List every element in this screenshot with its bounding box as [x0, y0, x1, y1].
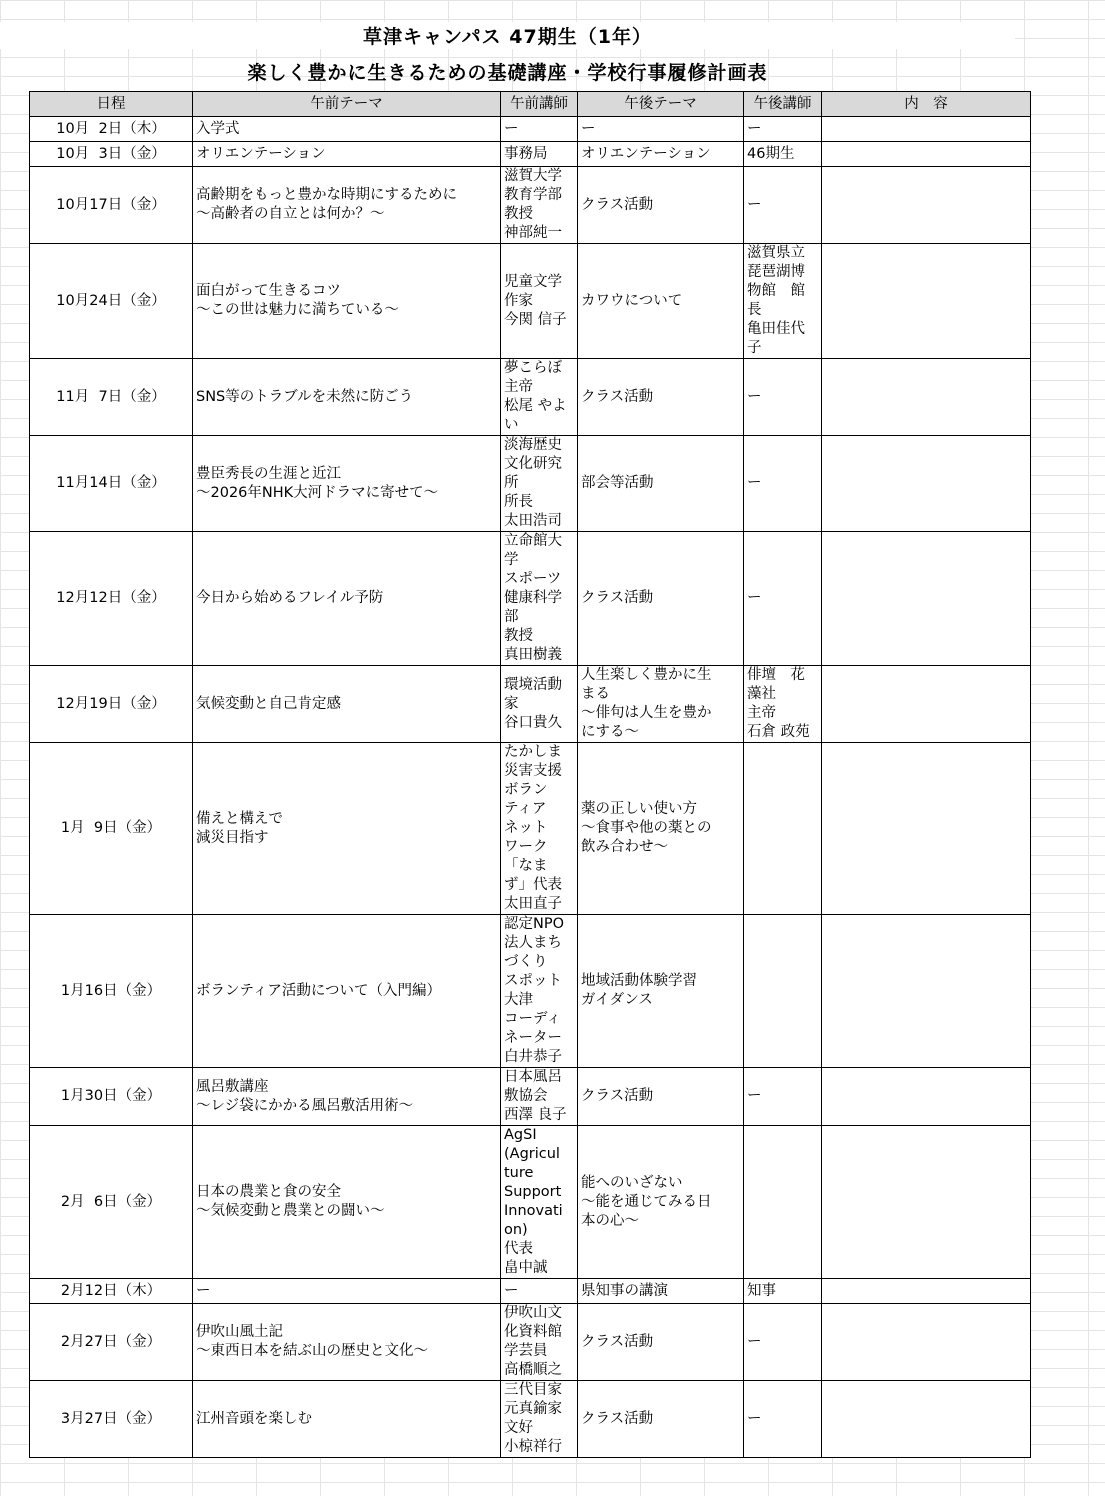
pm-lecturer-cell: ー: [744, 1381, 822, 1458]
date-cell: 1月16日（金）: [30, 915, 193, 1068]
header-date: 日程: [30, 92, 193, 117]
header-am-theme: 午前テーマ: [193, 92, 501, 117]
pm-theme-cell: クラス活動: [578, 532, 744, 666]
date-cell: 11月 7日（金）: [30, 359, 193, 436]
am-theme-cell: SNS等のトラブルを未然に防ごう: [193, 359, 501, 436]
am-theme-cell: オリエンテーション: [193, 142, 501, 167]
pm-lecturer-cell: 滋賀県立 琵琶湖博 物館 館 長 亀田佳代 子: [744, 244, 822, 359]
pm-theme-cell: 薬の正しい使い方 ～食事や他の薬との 飲み合わせ～: [578, 743, 744, 915]
pm-theme-cell: クラス活動: [578, 167, 744, 244]
content-cell: [822, 117, 1031, 142]
am-theme-cell: 備えと構えで 減災目指す: [193, 743, 501, 915]
page-subtitle: 楽しく豊かに生きるための基礎講座・学校行事履修計画表: [247, 62, 768, 84]
pm-lecturer-cell: ー: [744, 1068, 822, 1126]
pm-theme-cell: 部会等活動: [578, 436, 744, 532]
am-lecturer-cell: 三代目家 元真鍮家 文好 小椋祥行: [501, 1381, 578, 1458]
am-lecturer-cell: 滋賀大学 教育学部 教授 神部純一: [501, 167, 578, 244]
pm-lecturer-cell: ー: [744, 167, 822, 244]
am-theme-cell: 豊臣秀長の生涯と近江 ～2026年NHK大河ドラマに寄せて～: [193, 436, 501, 532]
table-row: [30, 1381, 1031, 1458]
pm-lecturer-cell: 知事: [744, 1279, 822, 1304]
am-lecturer-cell: 認定NPO 法人まち づくり スポット 大津 コーディ ネーター 白井恭子: [501, 915, 578, 1068]
page-title: 草津キャンパス 47期生（1年）: [0, 22, 1015, 49]
pm-lecturer-cell: [744, 743, 822, 915]
date-cell: 10月 2日（木）: [30, 117, 193, 142]
am-lecturer-cell: 淡海歴史 文化研究 所 所長 太田浩司: [501, 436, 578, 532]
content-cell: [822, 1304, 1031, 1381]
content-cell: [822, 743, 1031, 915]
table-row: [30, 1304, 1031, 1381]
am-lecturer-cell: 環境活動 家 谷口貴久: [501, 666, 578, 743]
am-theme-cell: 気候変動と自己肯定感: [193, 666, 501, 743]
header-pm-theme: 午後テーマ: [578, 92, 744, 117]
date-cell: 1月 9日（金）: [30, 743, 193, 915]
am-theme-cell: 風呂敷講座 ～レジ袋にかかる風呂敷活用術～: [193, 1068, 501, 1126]
table-row: [30, 666, 1031, 743]
am-theme-cell: 面白がって生きるコツ ～この世は魅力に満ちている～: [193, 244, 501, 359]
am-lecturer-cell: AgSI (Agricul ture Support Innovati on) 代表 畠中誠: [501, 1126, 578, 1279]
am-theme-cell: 今日から始めるフレイル予防: [193, 532, 501, 666]
schedule-table: [29, 91, 1031, 1458]
date-cell: 12月19日（金）: [30, 666, 193, 743]
pm-theme-cell: 人生楽しく豊かに生 まる ～俳句は人生を豊か にする～: [578, 666, 744, 743]
am-lecturer-cell: ー: [501, 1279, 578, 1304]
table-row: [30, 915, 1031, 1068]
table-row: [30, 436, 1031, 532]
pm-lecturer-cell: ー: [744, 359, 822, 436]
am-theme-cell: ボランティア活動について（入門編）: [193, 915, 501, 1068]
pm-lecturer-cell: [744, 915, 822, 1068]
table-row: [30, 1126, 1031, 1279]
table-row: [30, 142, 1031, 167]
am-lecturer-cell: たかしま 災害支援 ボラン ティア ネット ワーク 「なま ず」代表 太田直子: [501, 743, 578, 915]
content-cell: [822, 167, 1031, 244]
pm-lecturer-cell: 46期生: [744, 142, 822, 167]
am-lecturer-cell: ー: [501, 117, 578, 142]
header-row: [30, 92, 1031, 117]
am-lecturer-cell: 児童文学 作家 今関 信子: [501, 244, 578, 359]
table-row: [30, 117, 1031, 142]
table-row: [30, 743, 1031, 915]
date-cell: 1月30日（金）: [30, 1068, 193, 1126]
table-row: [30, 1279, 1031, 1304]
pm-theme-cell: カワウについて: [578, 244, 744, 359]
pm-theme-cell: 地域活動体験学習 ガイダンス: [578, 915, 744, 1068]
am-theme-cell: 江州音頭を楽しむ: [193, 1381, 501, 1458]
table-row: [30, 359, 1031, 436]
content-cell: [822, 142, 1031, 167]
am-theme-cell: 日本の農業と食の安全 ～気候変動と農業との闘い～: [193, 1126, 501, 1279]
content-cell: [822, 436, 1031, 532]
header-am-lecturer: 午前講師: [501, 92, 578, 117]
date-cell: 10月24日（金）: [30, 244, 193, 359]
pm-theme-cell: 県知事の講演: [578, 1279, 744, 1304]
date-cell: 12月12日（金）: [30, 532, 193, 666]
am-lecturer-cell: 夢こらぼ 主帝 松尾 やよ い: [501, 359, 578, 436]
content-cell: [822, 1279, 1031, 1304]
date-cell: 3月27日（金）: [30, 1381, 193, 1458]
am-lecturer-cell: 日本風呂 敷協会 西澤 良子: [501, 1068, 578, 1126]
content-cell: [822, 359, 1031, 436]
pm-theme-cell: クラス活動: [578, 359, 744, 436]
date-cell: 11月14日（金）: [30, 436, 193, 532]
content-cell: [822, 1068, 1031, 1126]
pm-theme-cell: クラス活動: [578, 1304, 744, 1381]
pm-theme-cell: クラス活動: [578, 1381, 744, 1458]
header-pm-lecturer: 午後講師: [744, 92, 822, 117]
header-content: 内 容: [822, 92, 1031, 117]
date-cell: 2月27日（金）: [30, 1304, 193, 1381]
am-lecturer-cell: 立命館大 学 スポーツ 健康科学 部 教授 真田樹義: [501, 532, 578, 666]
table-row: [30, 167, 1031, 244]
date-cell: 2月12日（木）: [30, 1279, 193, 1304]
date-cell: 2月 6日（金）: [30, 1126, 193, 1279]
pm-theme-cell: ー: [578, 117, 744, 142]
am-theme-cell: 伊吹山風土記 ～東西日本を結ぶ山の歴史と文化～: [193, 1304, 501, 1381]
pm-lecturer-cell: ー: [744, 436, 822, 532]
table-row: [30, 532, 1031, 666]
content-cell: [822, 666, 1031, 743]
pm-theme-cell: 能へのいざない ～能を通じてみる日 本の心～: [578, 1126, 744, 1279]
content-cell: [822, 532, 1031, 666]
am-lecturer-cell: 伊吹山文 化資料館 学芸員 高橋順之: [501, 1304, 578, 1381]
content-cell: [822, 1381, 1031, 1458]
table-row: [30, 1068, 1031, 1126]
date-cell: 10月 3日（金）: [30, 142, 193, 167]
am-theme-cell: 高齢期をもっと豊かな時期にするために ～高齢者の自立とは何か？～: [193, 167, 501, 244]
content-cell: [822, 244, 1031, 359]
pm-theme-cell: クラス活動: [578, 1068, 744, 1126]
pm-lecturer-cell: ー: [744, 117, 822, 142]
pm-lecturer-cell: ー: [744, 1304, 822, 1381]
table-row: [30, 244, 1031, 359]
pm-theme-cell: オリエンテーション: [578, 142, 744, 167]
am-lecturer-cell: 事務局: [501, 142, 578, 167]
pm-lecturer-cell: [744, 1126, 822, 1279]
am-theme-cell: ー: [193, 1279, 501, 1304]
content-cell: [822, 915, 1031, 1068]
pm-lecturer-cell: ー: [744, 532, 822, 666]
am-theme-cell: 入学式: [193, 117, 501, 142]
pm-lecturer-cell: 俳壇 花 藻社 主帝 石倉 政苑: [744, 666, 822, 743]
date-cell: 10月17日（金）: [30, 167, 193, 244]
content-cell: [822, 1126, 1031, 1279]
